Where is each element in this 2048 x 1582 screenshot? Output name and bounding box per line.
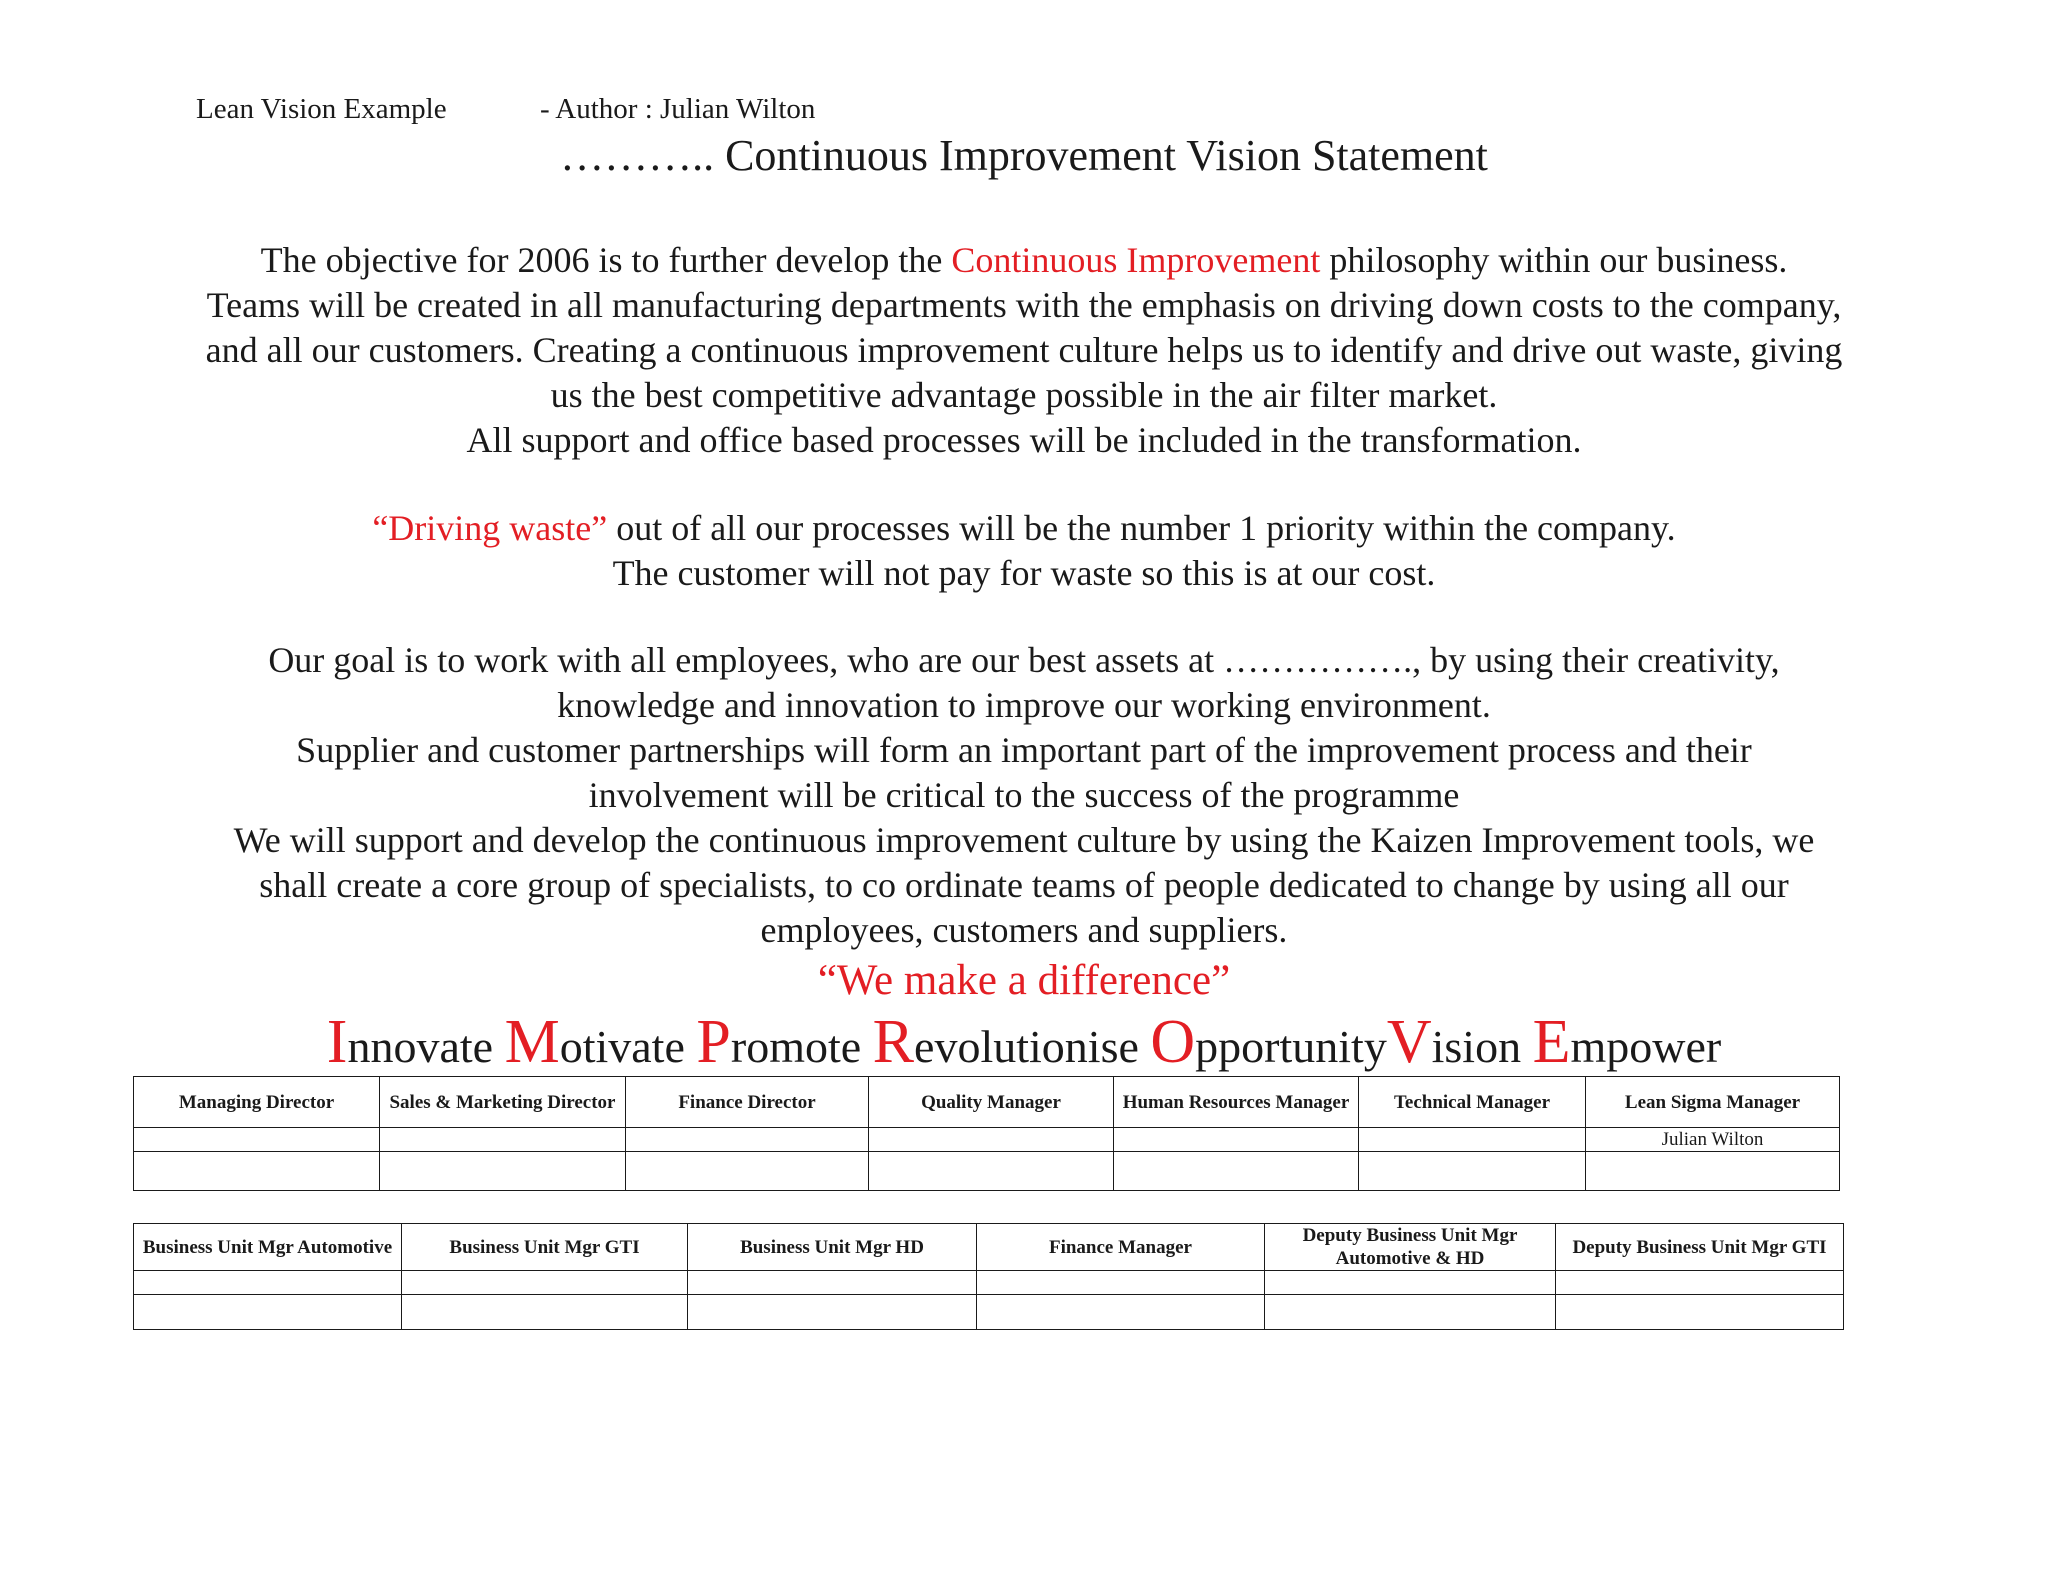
impro-ve-acrostic xyxy=(0,1010,2048,1079)
signature-cell[interactable] xyxy=(688,1295,977,1330)
name-cell xyxy=(688,1271,977,1295)
goal-line-3: Supplier and customer partnerships will form an important part of the improvement process and their xyxy=(296,730,1752,770)
objective-line-2: Teams will be created in all manufacturing departments with the emphasis on driving down costs to the company, xyxy=(206,285,1842,325)
page-title: ……….. Continuous Improvement Vision Statement xyxy=(560,131,1488,180)
signature-cell[interactable] xyxy=(1359,1152,1586,1191)
signature-cell[interactable] xyxy=(1114,1152,1359,1191)
name-cell xyxy=(626,1128,869,1152)
goal-line-5: We will support and develop the continuous improvement culture by using the Kaizen Improvement tools, we xyxy=(233,820,1815,860)
header-cell: Human Resources Manager xyxy=(1114,1077,1359,1128)
name-cell xyxy=(380,1128,626,1152)
header-cell: Managing Director xyxy=(134,1077,380,1128)
waste-line-1 xyxy=(130,506,1918,551)
waste-line-2: The customer will not pay for waste so this is at our cost. xyxy=(612,553,1436,593)
header-cell: Business Unit Mgr Automotive xyxy=(134,1224,402,1271)
acrostic-word: Opportunity xyxy=(1150,1008,1387,1076)
objective-line-5: All support and office based processes will be included in the transformation. xyxy=(466,420,1582,460)
header-cell: Technical Manager xyxy=(1359,1077,1586,1128)
name-cell: Julian Wilton xyxy=(1586,1128,1840,1152)
signature-cell[interactable] xyxy=(134,1152,380,1191)
document-label: Lean Vision Example xyxy=(196,93,447,125)
acrostic-word: Empower xyxy=(1532,1008,1722,1076)
objective-line-1 xyxy=(130,238,1918,283)
name-cell xyxy=(1265,1271,1556,1295)
objective-text: The objective for 2006 is to further develop the xyxy=(260,240,952,280)
header-cell: Quality Manager xyxy=(869,1077,1114,1128)
signature-cell[interactable] xyxy=(380,1152,626,1191)
header-cell: Business Unit Mgr HD xyxy=(688,1224,977,1271)
driving-waste-highlight: “Driving waste” xyxy=(372,508,608,548)
header-cell: Deputy Business Unit Mgr Automotive & HD xyxy=(1265,1224,1556,1271)
acrostic-word: Promote xyxy=(696,1008,862,1076)
header-cell: Deputy Business Unit Mgr GTI xyxy=(1556,1224,1844,1271)
objective-line-4: us the best competitive advantage possible in the air filter market. xyxy=(550,375,1498,415)
signature-cell[interactable] xyxy=(1556,1295,1844,1330)
table-row xyxy=(134,1295,1844,1330)
name-cell xyxy=(134,1271,402,1295)
header-cell: Sales & Marketing Director xyxy=(380,1077,626,1128)
header-cell: Finance Manager xyxy=(977,1224,1265,1271)
signature-cell[interactable] xyxy=(1265,1295,1556,1330)
signoff-table-managers xyxy=(133,1223,1844,1330)
continuous-improvement-highlight: Continuous Improvement xyxy=(951,240,1321,280)
goal-line-2: knowledge and innovation to improve our working environment. xyxy=(557,685,1491,725)
objective-text: philosophy within our business. xyxy=(1320,240,1788,280)
signature-cell[interactable] xyxy=(1586,1152,1840,1191)
waste-paragraph xyxy=(130,506,1918,596)
goal-line-7: employees, customers and suppliers. xyxy=(760,910,1288,950)
signature-cell[interactable] xyxy=(977,1295,1265,1330)
signature-cell[interactable] xyxy=(402,1295,688,1330)
waste-text: out of all our processes will be the number 1 priority within the company. xyxy=(607,508,1676,548)
objective-line-3: and all our customers. Creating a continuous improvement culture helps us to identify and drive out waste, giving xyxy=(205,330,1843,370)
signoff-table-directors xyxy=(133,1076,1840,1191)
goal-line-1: Our goal is to work with all employees, who are our best assets at ……………., by using their creativity, xyxy=(268,640,1780,680)
slogan: “We make a difference” xyxy=(817,957,1231,1004)
name-cell xyxy=(977,1271,1265,1295)
header-cell: Business Unit Mgr GTI xyxy=(402,1224,688,1271)
goal-paragraph xyxy=(130,638,1918,953)
signature-cell[interactable] xyxy=(626,1152,869,1191)
name-cell xyxy=(869,1128,1114,1152)
acrostic-word: Revolutionise xyxy=(872,1008,1139,1076)
acrostic-word: Vision xyxy=(1386,1008,1522,1076)
table-row xyxy=(134,1128,1840,1152)
table-header-row xyxy=(134,1224,1844,1271)
header-cell: Finance Director xyxy=(626,1077,869,1128)
table-row xyxy=(134,1271,1844,1295)
goal-line-6: shall create a core group of specialists, to co ordinate teams of people dedicated to change by using all our xyxy=(259,865,1789,905)
name-cell xyxy=(402,1271,688,1295)
header-cell: Lean Sigma Manager xyxy=(1586,1077,1840,1128)
signature-cell[interactable] xyxy=(134,1295,402,1330)
name-cell xyxy=(1114,1128,1359,1152)
table-header-row xyxy=(134,1077,1840,1128)
signature-cell[interactable] xyxy=(869,1152,1114,1191)
name-cell xyxy=(134,1128,380,1152)
table-row xyxy=(134,1152,1840,1191)
name-cell xyxy=(1556,1271,1844,1295)
goal-line-4: involvement will be critical to the success of the programme xyxy=(588,775,1460,815)
acrostic-word: Innovate xyxy=(326,1008,494,1076)
acrostic-word: Motivate xyxy=(504,1008,685,1076)
objective-paragraph xyxy=(130,238,1918,463)
author-line: - Author : Julian Wilton xyxy=(540,93,816,125)
name-cell xyxy=(1359,1128,1586,1152)
